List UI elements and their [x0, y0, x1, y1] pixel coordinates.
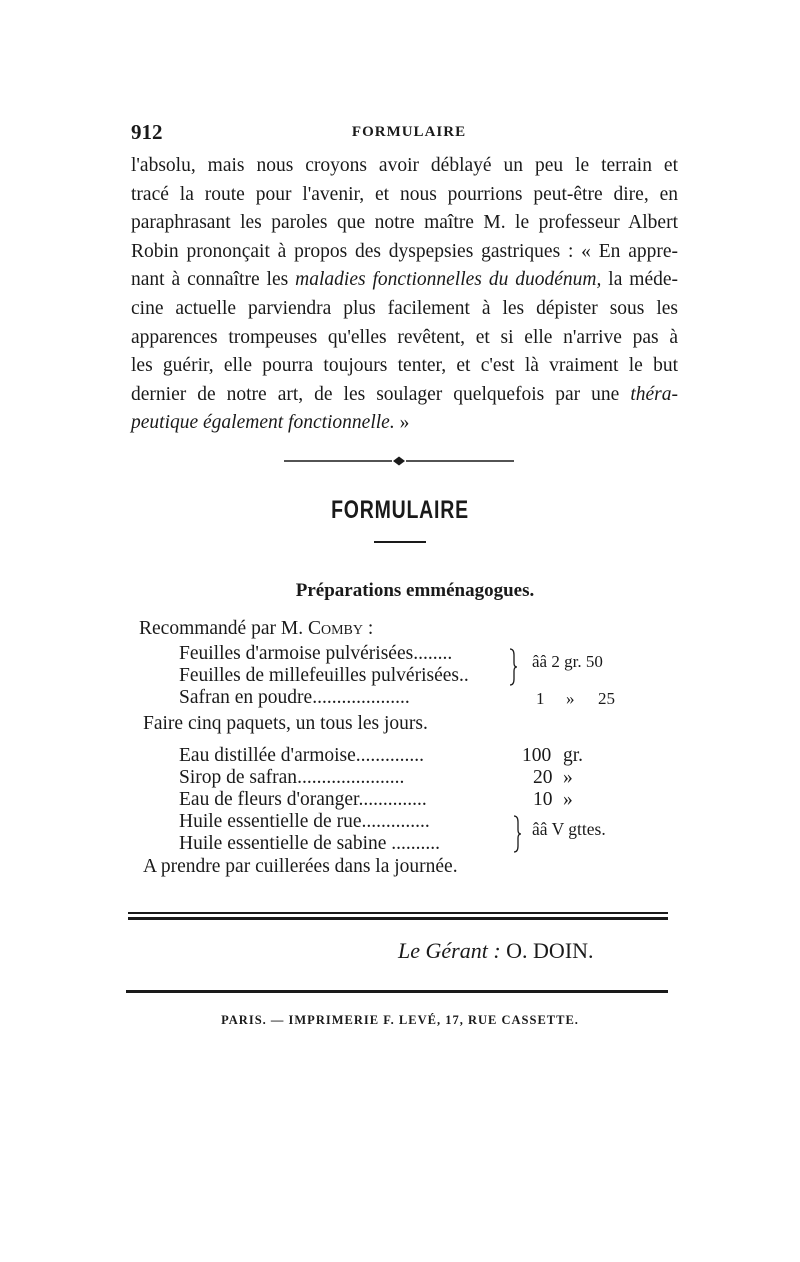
signature-label: Le Gérant :	[398, 938, 501, 963]
ingredient-name: Sirop de safran	[179, 767, 298, 788]
dot-leader: ....................	[312, 687, 410, 708]
footer-rule	[126, 990, 668, 993]
ingredient-line	[179, 687, 410, 709]
title-rule	[374, 541, 426, 543]
dot-leader: ..............	[361, 811, 430, 832]
quantity: 1	[536, 689, 545, 708]
recipe-instruction: A prendre par cuillerées dans la journée.	[143, 856, 458, 877]
ornament-divider-icon	[284, 456, 514, 466]
dot-leader: ..	[458, 665, 469, 686]
unit: »	[563, 767, 573, 788]
recipe-instruction: Faire cinq paquets, un tous les jours.	[143, 713, 428, 734]
ingredient-line	[179, 665, 469, 687]
text-line	[131, 266, 678, 295]
recipe-intro	[139, 618, 373, 640]
dot-leader: ..............	[355, 745, 425, 766]
section-title: FORMULAIRE	[331, 496, 469, 524]
ingredient-name: Huile essentielle de rue	[179, 811, 362, 832]
ingredient-line	[179, 745, 424, 767]
ingredient-line	[179, 789, 427, 811]
italic-phrase: maladies fonctionnelles du duodénum,	[295, 269, 602, 291]
dot-leader: ........	[413, 643, 453, 664]
unit: »	[566, 689, 575, 708]
author-name: Comby	[307, 618, 363, 639]
running-title: FORMULAIRE	[351, 124, 467, 140]
section-subtitle: Préparations emménagogues.	[295, 580, 535, 601]
text-line: tracé la route pour l'avenir, et nous pourrions peut-être dire, en	[131, 183, 678, 205]
page-number: 912	[131, 120, 163, 144]
ingredient-name: Feuilles de millefeuilles pulvérisées	[179, 665, 459, 686]
ingredient-name: Safran en poudre	[179, 687, 313, 708]
signature-name: O. DOIN.	[506, 938, 594, 963]
quantity: 10	[533, 789, 553, 810]
text-line	[131, 381, 678, 410]
unit: »	[563, 789, 573, 810]
quantity-cg: 25	[598, 689, 615, 708]
double-rule-bottom	[128, 917, 668, 920]
text-run: »	[394, 412, 410, 434]
unit: gr.	[563, 745, 584, 766]
text-line: paraphrasant les paroles que notre maître M. le professeur Albert	[131, 212, 678, 234]
signature-line	[398, 938, 594, 964]
group-quantity: ââ 2 gr. 50	[532, 652, 603, 671]
text-run: dernier de notre art, de les soulager quelquefois par une	[131, 383, 631, 405]
quantity: 20	[533, 767, 553, 788]
brace-icon	[508, 647, 518, 687]
ingredient-line	[179, 767, 404, 789]
text-line: les guérir, elle pourra toujours tenter, et c'est là vraiment le but	[131, 355, 678, 377]
text-run: la méde-	[601, 269, 679, 291]
text-run: nant à connaître les	[131, 269, 296, 291]
ingredient-name: Eau de fleurs d'oranger	[179, 789, 359, 810]
text-line: l'absolu, mais nous croyons avoir déblayé un peu le terrain et	[131, 155, 678, 176]
italic-phrase: théra-	[630, 383, 678, 405]
group-quantity: ââ V gttes.	[532, 819, 606, 839]
dot-leader: ..........	[386, 833, 441, 854]
dot-leader: ..............	[358, 789, 427, 810]
text-line	[131, 409, 678, 438]
brace-icon	[512, 814, 522, 854]
text-run: Recommandé par M.	[139, 618, 304, 639]
italic-phrase: peutique également fonctionnelle.	[131, 412, 395, 434]
ingredient-line	[179, 811, 430, 833]
dot-leader: ......................	[297, 767, 405, 788]
body-paragraph	[131, 152, 678, 438]
ingredient-name: Feuilles d'armoise pulvérisées	[179, 643, 414, 664]
ingredient-name: Eau distillée d'armoise	[179, 745, 356, 766]
ingredient-name: Huile essentielle de sabine	[179, 833, 387, 854]
text-line: Robin prononçait à propos des dyspepsies gastriques : « En appre-	[131, 240, 678, 262]
text-line: apparences trompeuses qu'elles revêtent, et si elle n'arrive pas à	[131, 326, 678, 348]
printer-imprint: PARIS. — IMPRIMERIE F. LEVÉ, 17, RUE CASSETTE.	[221, 1013, 579, 1027]
ingredient-line	[179, 643, 452, 665]
quantity: 100	[522, 745, 552, 766]
double-rule-top	[128, 912, 668, 914]
text-line: cine actuelle parviendra plus facilement à les dépister sous les	[131, 297, 678, 319]
ingredient-line	[179, 833, 440, 855]
text-run: :	[362, 618, 374, 639]
